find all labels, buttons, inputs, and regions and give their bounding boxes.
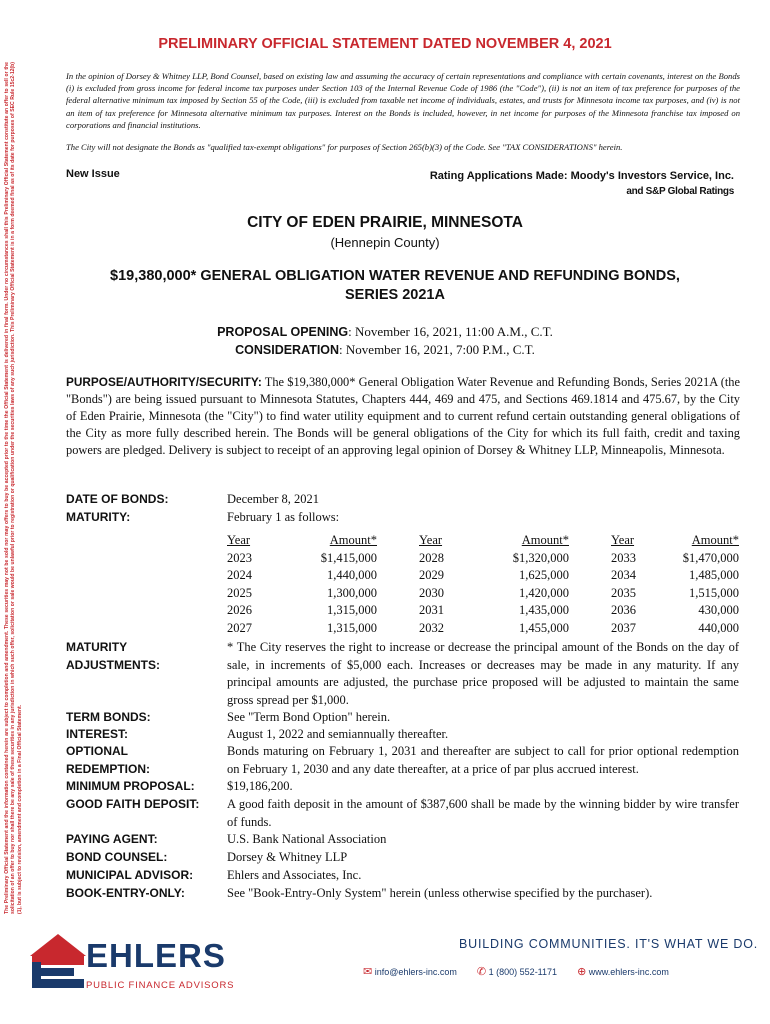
qualified-obligations-note: The City will not designate the Bonds as "qualified tax-exempt obligations" for purposes of Section 265(b)(3) of the Code. See "TAX CONSIDERATIONS" herein. <box>66 142 623 152</box>
amount-header: Amount* <box>521 533 569 547</box>
maturity-year: 2023 <box>227 550 252 565</box>
maturity-adjustments-label <box>66 639 160 674</box>
maturity-amount: $1,470,000 <box>682 550 739 565</box>
maturity-year: 2024 <box>227 568 252 583</box>
consideration-label: CONSIDERATION <box>235 343 340 357</box>
maturity-amount: 1,435,000 <box>519 603 569 618</box>
maturity-amount: 1,625,000 <box>519 568 569 583</box>
purpose-paragraph <box>66 374 740 459</box>
maturity-amount: 1,420,000 <box>519 585 569 600</box>
maturity-year: 2027 <box>227 621 252 635</box>
book-entry-only-label: BOOK-ENTRY-ONLY: <box>66 886 185 900</box>
bond-title-line-2: SERIES 2021A <box>345 287 445 303</box>
maturity-amount: 1,300,000 <box>327 585 377 600</box>
maturity-year: 2025 <box>227 585 252 600</box>
purpose-label: PURPOSE/AUTHORITY/SECURITY: <box>66 375 262 389</box>
maturity-amount: 1,315,000 <box>327 621 377 635</box>
maturity-year: 2029 <box>419 568 444 583</box>
maturity-amount: $1,320,000 <box>512 550 569 565</box>
contact-line <box>363 965 669 978</box>
paying-agent-label: PAYING AGENT: <box>66 832 158 846</box>
amount-header: Amount* <box>329 533 377 547</box>
year-header: Year <box>611 533 635 547</box>
municipal-advisor-label: MUNICIPAL ADVISOR: <box>66 868 194 882</box>
county-subtitle: (Hennepin County) <box>330 235 440 250</box>
side-notice-text: The Preliminary Official Statement and the information contained herein are subject to completion and amendment. These securities may not be sold nor may offers to buy be accepted prior to the time the Official Statement is delivered in final form. Under no circumstances shall this Preliminary Official Statement constitute an offer to sell or the solicitation of an offer to buy nor shall there be any sale of these securities in any jurisdiction in which such offer, solicitation or sale would be unlawful prior to registration or qualification under the securities laws of any such jurisdiction. This Preliminary Official Statement is in a form deemed final as of its date for purposes of SEC Rule 15c2-12(b)(1), but is subject to revision, amendment and completion in a Final Official Statement. <box>4 62 23 914</box>
logo-stem <box>32 962 41 988</box>
maturity-amount: 1,515,000 <box>689 585 739 600</box>
city-title: CITY OF EDEN PRAIRIE, MINNESOTA <box>247 214 523 231</box>
rating-applications <box>430 168 734 200</box>
date-of-bonds-label: DATE OF BONDS: <box>66 492 169 506</box>
bond-counsel-label: BOND COUNSEL: <box>66 850 168 864</box>
opening-info <box>0 323 770 359</box>
logo-subtitle: PUBLIC FINANCE ADVISORS <box>86 980 235 991</box>
term-bonds-label: TERM BONDS: <box>66 710 151 724</box>
minimum-proposal-label: MINIMUM PROPOSAL: <box>66 779 195 793</box>
good-faith-deposit-label: GOOD FAITH DEPOSIT: <box>66 797 200 811</box>
year-header: Year <box>227 533 251 547</box>
phone-icon: ✆ <box>476 966 487 978</box>
globe-icon: ⊕ <box>577 966 587 978</box>
maturity-year: 2036 <box>611 603 636 618</box>
maturity-amount: 1,315,000 <box>327 603 377 618</box>
logo-name: EHLERS <box>86 937 226 974</box>
maturity-year: 2026 <box>227 603 252 618</box>
mail-icon: ✉ <box>363 966 373 978</box>
bond-title-line-1: $19,380,000* GENERAL OBLIGATION WATER REVENUE AND REFUNDING BONDS, <box>110 268 680 284</box>
maturity-amount: 1,440,000 <box>327 568 377 583</box>
optional-label-line-1: OPTIONAL <box>66 744 128 758</box>
adjust-label-line-2: ADJUSTMENTS: <box>66 657 161 672</box>
maturity-year: 2037 <box>611 621 636 635</box>
maturity-amount: 1,485,000 <box>689 568 739 583</box>
book-entry-only-value: See "Book-Entry-Only System" herein (unless otherwise specified by the purchaser). <box>227 886 653 900</box>
proposal-opening-value: : November 16, 2021, 11:00 A.M., C.T. <box>348 324 553 339</box>
maturity-amount: $1,415,000 <box>320 550 377 565</box>
interest-value: August 1, 2022 and semiannually thereafter. <box>227 727 449 741</box>
maturity-year: 2030 <box>419 585 444 600</box>
adjust-label-line-1: MATURITY <box>66 640 128 654</box>
interest-label: INTEREST: <box>66 727 129 741</box>
optional-redemption-label <box>66 743 150 778</box>
logo-roof <box>30 934 86 956</box>
consideration <box>0 341 770 359</box>
bond-counsel-value: Dorsey & Whitney LLP <box>227 850 348 864</box>
maturity-amount: 440,000 <box>698 621 739 635</box>
preliminary-heading: PRELIMINARY OFFICIAL STATEMENT DATED NOVEMBER 4, 2021 <box>158 36 612 52</box>
maturity-value: February 1 as follows: <box>227 510 340 524</box>
slogan: BUILDING COMMUNITIES. IT'S WHAT WE DO. <box>459 937 758 951</box>
maturity-year: 2034 <box>611 568 636 583</box>
amount-header: Amount* <box>691 533 739 547</box>
maturity-year: 2031 <box>419 603 444 618</box>
maturity-amount: 1,455,000 <box>519 621 569 635</box>
good-faith-deposit-value: A good faith deposit in the amount of $387,600 shall be made by the winning bidder by wire transfer of funds. <box>227 797 739 829</box>
paying-agent-value: U.S. Bank National Association <box>227 832 387 846</box>
maturity-label: MATURITY: <box>66 510 131 524</box>
proposal-opening-label: PROPOSAL OPENING <box>217 325 349 339</box>
optional-redemption-value: Bonds maturing on February 1, 2031 and thereafter are subject to call for prior optional redemption on February 1, 2030 and any date thereafter, at a price of par plus accrued interest. <box>227 744 739 776</box>
side-notice <box>4 62 56 914</box>
rating-line-1: Rating Applications Made: Moody's Investors Service, Inc. <box>429 170 734 182</box>
maturity-year: 2032 <box>419 621 444 635</box>
consideration-value: : November 16, 2021, 7:00 P.M., C.T. <box>339 342 535 357</box>
maturity-year: 2035 <box>611 585 636 600</box>
optional-label-line-2: REDEMPTION: <box>66 761 150 776</box>
web-link[interactable]: www.ehlers-inc.com <box>588 967 669 977</box>
new-issue-label: New Issue <box>66 168 120 180</box>
phone-link[interactable]: 1 (800) 552-1171 <box>488 967 558 977</box>
maturity-year: 2033 <box>611 550 636 565</box>
rating-line-2: and S&P Global Ratings <box>626 186 734 197</box>
maturity-adjustments-value: * The City reserves the right to increase or decrease the principal amount of the Bonds on the day of sale, in increments of $5,000 each. Increases or decreases may be made in any maturity. If any principal amounts are adjusted, the purchase price proposed will be adjusted to maintain the same gross spread per $1,000. <box>227 640 739 707</box>
maturity-year: 2028 <box>419 550 444 565</box>
date-of-bonds-value: December 8, 2021 <box>227 492 319 506</box>
municipal-advisor-value: Ehlers and Associates, Inc. <box>227 868 362 882</box>
bond-title <box>60 267 730 305</box>
tax-opinion: In the opinion of Dorsey & Whitney LLP, Bond Counsel, based on existing law and assuming the accuracy of certain representations and compliance with certain covenants, interest on the Bonds (i) is excluded from gross income for federal income tax purposes under Section 103 of the Internal Revenue Code of 1986 (the "Code"), (ii) is not an item of tax preference for purposes of the federal alternative minimum tax imposed by Section 55 of the Code, (iii) is excluded from taxable net income of individuals, estates, and trusts for Minnesota income tax purposes, and (iv) is not an item of tax preference for Minnesota alternative minimum tax purposes. Interest on the Bonds is included, however, in net income for purposes of the Minnesota franchise tax imposed on corporations and financial institutions. <box>66 71 740 130</box>
purpose-text: The $19,380,000* General Obligation Water Revenue and Refunding Bonds, Series 2021A (the "Bonds") are being issued pursuant to Minnesota Statutes, Chapters 444, 469 and 475, and Sections 469.1814 and 475.67, by the City of Eden Prairie, Minnesota (the "City") to find water utility equipment and to current refund certain outstanding general obligations of the City as more fully described herein. The Bonds will be general obligations of the City for which its full faith, credit and taxing powers are pledged. Delivery is subject to receipt of an approving legal opinion of Dorsey & Whitney LLP, Minneapolis, Minnesota. <box>66 375 740 457</box>
proposal-opening <box>0 323 770 341</box>
maturity-amount: 430,000 <box>698 603 739 618</box>
email-link[interactable]: info@ehlers-inc.com <box>374 967 457 977</box>
minimum-proposal-value: $19,186,200. <box>227 779 293 793</box>
term-bonds-value: See "Term Bond Option" herein. <box>227 710 391 724</box>
year-header: Year <box>419 533 443 547</box>
